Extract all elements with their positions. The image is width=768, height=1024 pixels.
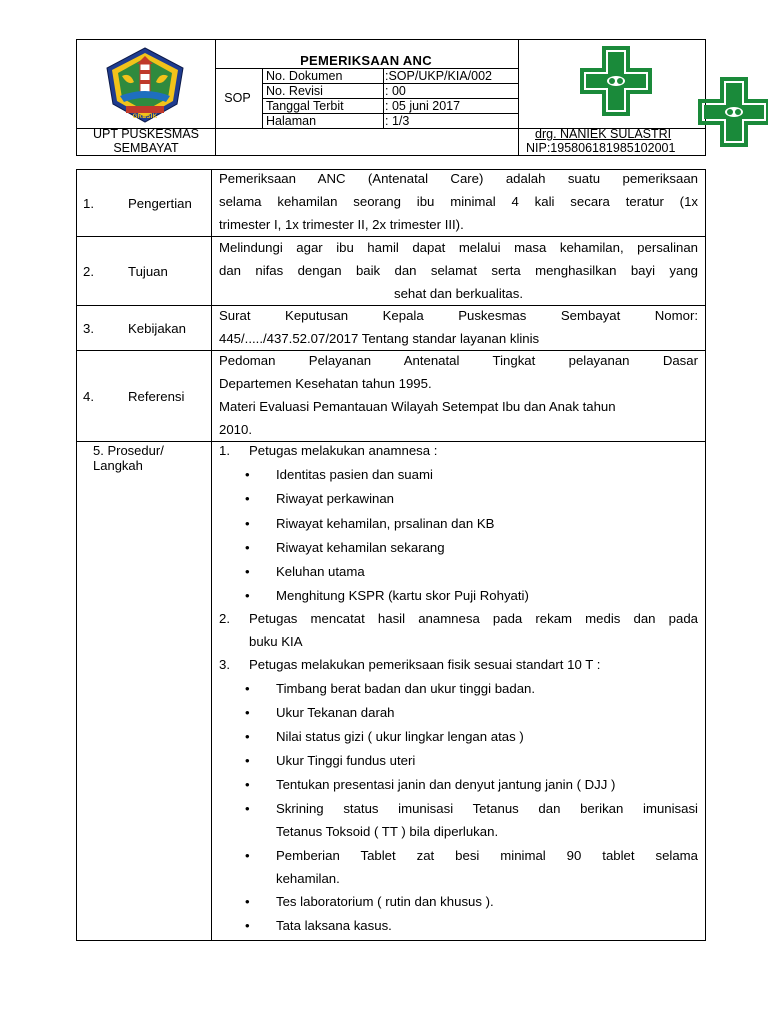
- puskesmas-cross-logo-secondary: [698, 77, 768, 147]
- step3-item: • Ukur Tekanan darah: [276, 701, 395, 725]
- step1-item: • Riwayat kehamilan, prsalinan dan KB: [276, 512, 494, 536]
- step-2-line-2: buku KIA: [249, 634, 303, 649]
- step3-item: • Timbang berat badan dan ukur tinggi badan.: [276, 677, 535, 701]
- gresik-logo: [104, 46, 186, 124]
- step1-item: • Menghitung KSPR (kartu skor Puji Rohyati): [276, 584, 529, 608]
- meta-value-doc: :SOP/UKP/KIA/002: [385, 69, 492, 83]
- org-name-line2: SEMBAYAT: [113, 141, 179, 155]
- referensi-line-4: 2010.: [219, 422, 253, 437]
- pengertian-line-3: trimester I, 1x trimester II, 2x trimester III).: [219, 217, 464, 232]
- referensi-line-3: Materi Evaluasi Pemantauan Wilayah Setempat Ibu dan Anak tahun: [219, 399, 616, 414]
- tujuan-line-1: Melindungi agar ibu hamil dapat melalui masa kehamilan, persalinan: [219, 240, 698, 255]
- sop-label: SOP: [224, 91, 251, 105]
- pengertian-line-1: Pemeriksaan ANC (Antenatal Care) adalah suatu pemeriksaan: [219, 171, 698, 186]
- signer-nip: NIP:195806181985102001: [526, 141, 676, 155]
- step-number-2: 2.: [219, 611, 230, 626]
- step3-item-tablet: • Pemberian Tablet zat besi minimal 90 tablet selama: [276, 844, 698, 868]
- step-1-text: Petugas melakukan anamnesa :: [249, 443, 438, 458]
- meta-value-date: : 05 juni 2017: [385, 99, 461, 113]
- step3-item-tablet-cont: kehamilan.: [276, 871, 340, 886]
- referensi-line-2: Departemen Kesehatan tahun 1995.: [219, 376, 432, 391]
- kebijakan-line-1: Surat Keputusan Kepala Puskesmas Sembayat Nomor:: [219, 308, 698, 323]
- meta-label-rev: No. Revisi: [266, 84, 323, 98]
- step1-item: • Keluhan utama: [276, 560, 365, 584]
- meta-value-page: : 1/3: [385, 114, 410, 128]
- step-2-line-1: Petugas mencatat hasil anamnesa pada rekam medis dan pada: [249, 611, 698, 626]
- step3-item-skrining-cont: Tetanus Toksoid ( TT ) bila diperlukan.: [276, 824, 499, 839]
- referensi-line-1: Pedoman Pelayanan Antenatal Tingkat pelayanan Dasar: [219, 353, 698, 368]
- puskesmas-cross-logo: [580, 46, 652, 116]
- document-title: PEMERIKSAAN ANC: [300, 53, 432, 68]
- org-name-line1: UPT PUSKESMAS: [92, 127, 200, 141]
- section-label-referensi: Referensi: [128, 389, 185, 404]
- kebijakan-line-2: 445/...../437.52.07/2017 Tentang standar layanan klinis: [219, 331, 540, 346]
- step3-item: • Tentukan presentasi janin dan denyut jantung janin ( DJJ ): [276, 773, 615, 797]
- step3-item: • Ukur Tinggi fundus uteri: [276, 749, 415, 773]
- step3-item: • Nilai status gizi ( ukur lingkar lengan atas ): [276, 725, 524, 749]
- step3-item-tata: • Tata laksana kasus.: [276, 914, 392, 938]
- section-label-langkah: Langkah: [93, 458, 143, 473]
- meta-value-rev: : 00: [385, 84, 406, 98]
- step3-item-skrining: • Skrining status imunisasi Tetanus dan berikan imunisasi: [276, 797, 698, 821]
- step-3-text: Petugas melakukan pemeriksaan fisik sesuai standart 10 T :: [249, 657, 601, 672]
- tujuan-line-2: dan nifas dengan baik dan selamat serta menghasilkan bayi yang: [219, 263, 698, 278]
- pengertian-line-2: selama kehamilan seorang ibu minimal 4 kali secara teratur (1x: [219, 194, 698, 209]
- step1-item: • Riwayat perkawinan: [276, 487, 394, 511]
- step1-item: • Riwayat kehamilan sekarang: [276, 536, 445, 560]
- meta-label-page: Halaman: [266, 114, 317, 128]
- step-number-3: 3.: [219, 657, 230, 672]
- section-number-1: 1.: [83, 196, 94, 211]
- section-number-3: 3.: [83, 321, 94, 336]
- logo-caption: GRESIK: [132, 114, 158, 120]
- step-number-1: 1.: [219, 443, 230, 458]
- meta-label-date: Tanggal Terbit: [266, 99, 344, 113]
- meta-label-doc: No. Dokumen: [266, 69, 343, 83]
- tujuan-line-3: sehat dan berkualitas.: [393, 286, 524, 301]
- step3-item-lab: • Tes laboratorium ( rutin dan khusus ).: [276, 890, 494, 914]
- section-label-prosedur: 5. Prosedur/: [93, 443, 164, 458]
- section-number-2: 2.: [83, 264, 94, 279]
- section-number-4: 4.: [83, 389, 94, 404]
- step1-item: • Identitas pasien dan suami: [276, 463, 433, 487]
- section-label-tujuan: Tujuan: [128, 264, 168, 279]
- signer-name: drg. NANIEK SULASTRI: [535, 127, 672, 141]
- section-label-kebijakan: Kebijakan: [128, 321, 186, 336]
- section-label-pengertian: Pengertian: [128, 196, 192, 211]
